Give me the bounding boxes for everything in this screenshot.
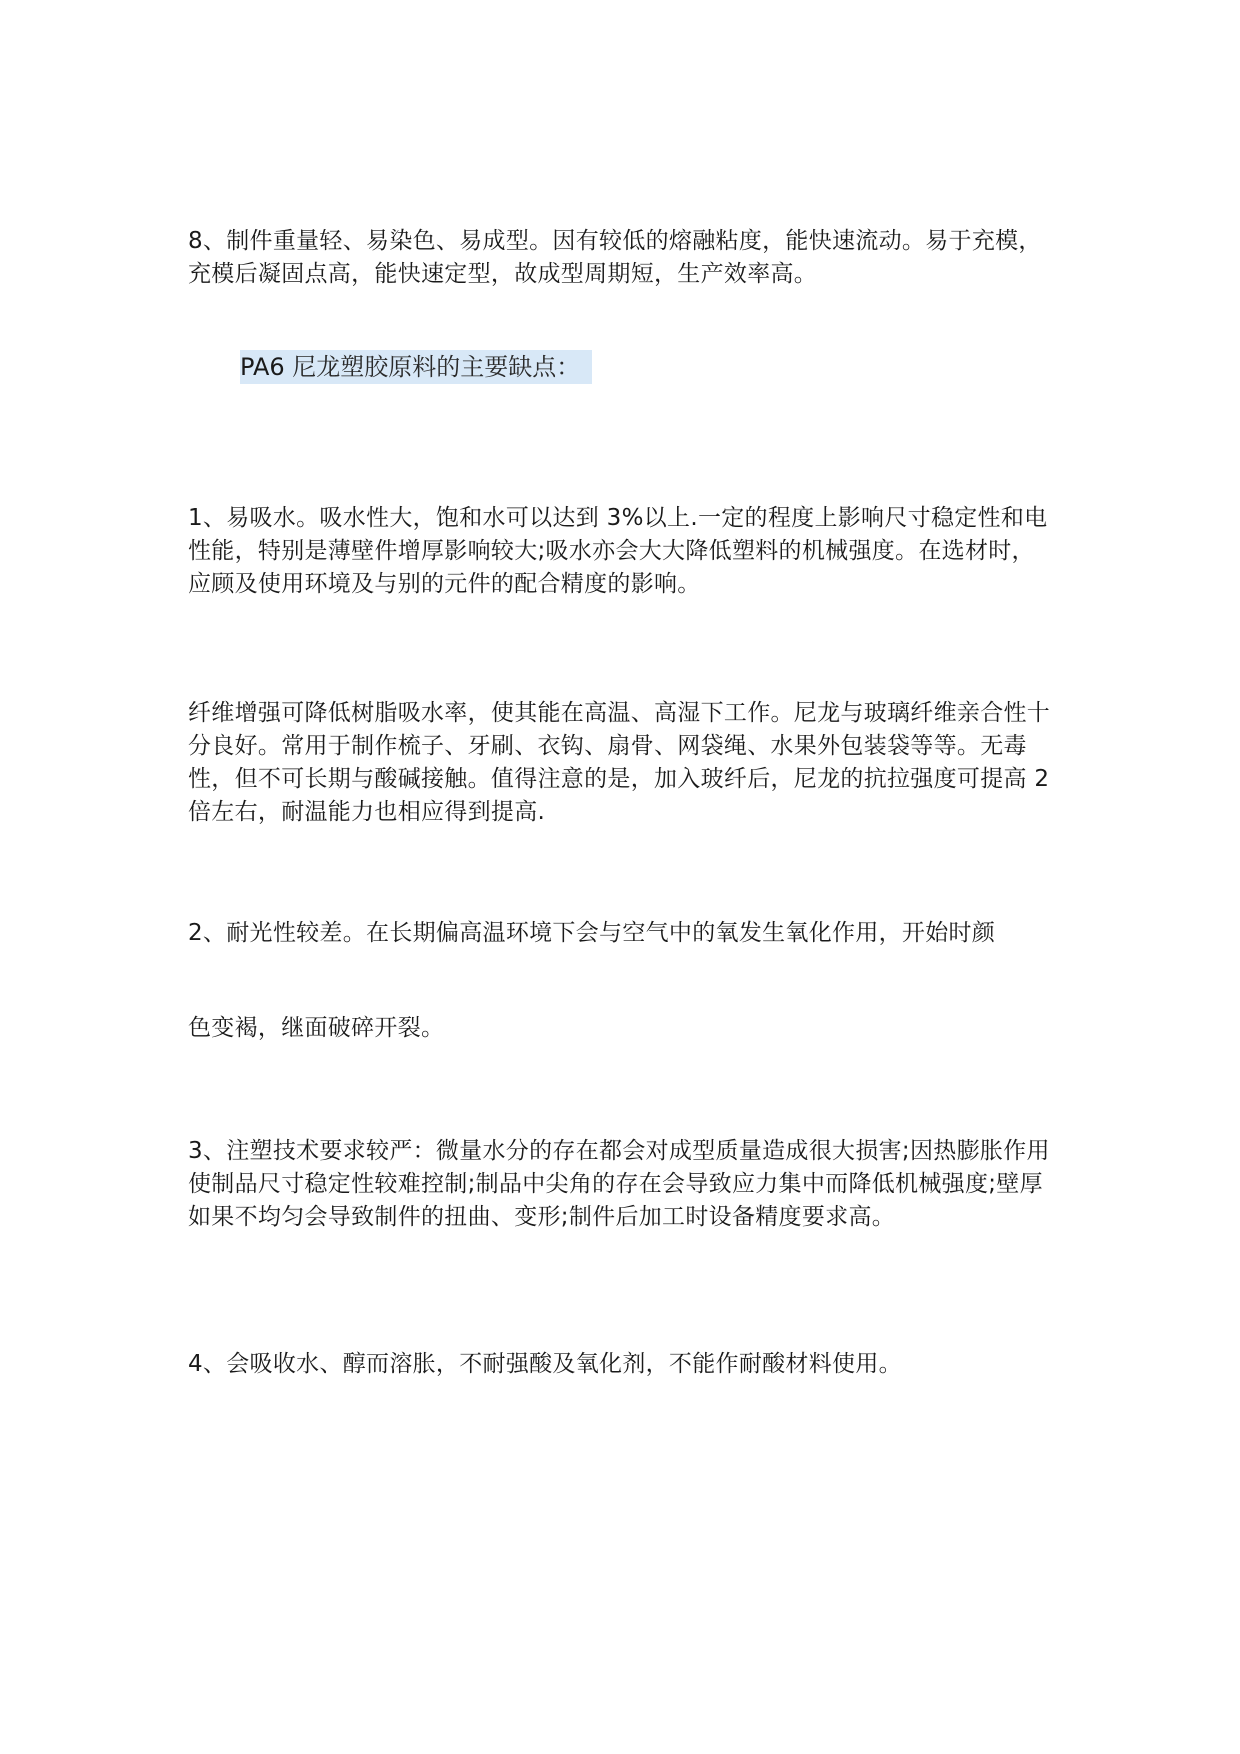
paragraph-item-1: 1、易吸水。吸水性大，饱和水可以达到 3%以上.一定的程度上影响尺寸稳定性和电性能，特别是薄壁件增厚影响较大;吸水亦会大大降低塑料的机械强度。在选材时，应顾及使用环境及与别的元件的配合精度的影响。 (188, 505, 1048, 597)
section-heading (240, 350, 592, 384)
heading-text: 尼龙塑胶原料的主要缺点： (284, 353, 581, 381)
paragraph-fiber-reinforcement: 纤维增强可降低树脂吸水率，使其能在高温、高湿下工作。尼龙与玻璃纤维亲合性十分良好。常用于制作梳子、牙刷、衣钩、扇骨、网袋绳、水果外包装袋等等。无毒性，但不可长期与酸碱接触。值得注意的是，加入玻纤后，尼龙的抗拉强度可提高 2 倍左右，耐温能力也相应得到提高. (188, 700, 1051, 825)
paragraph-item-8: 8、制件重量轻、易染色、易成型。因有较低的熔融粘度，能快速流动。易于充模，充模后凝固点高，能快速定型，故成型周期短，生产效率高。 (188, 228, 1042, 287)
paragraph-item-3: 3、注塑技术要求较严：微量水分的存在都会对成型质量造成很大损害;因热膨胀作用使制品尺寸稳定性较难控制;制品中尖角的存在会导致应力集中而降低机械强度;壁厚如果不均匀会导致制件的扭曲、变形;制件后加工时设备精度要求高。 (188, 1138, 1050, 1230)
heading-prefix: PA6 (240, 353, 285, 381)
paragraph-item-4: 4、会吸收水、醇而溶胀，不耐强酸及氧化剂，不能作耐酸材料使用。 (188, 1351, 902, 1377)
paragraph-item-2-continued: 色变褐，继面破碎开裂。 (188, 1015, 445, 1041)
paragraph-item-2: 2、耐光性较差。在长期偏高温环境下会与空气中的氧发生氧化作用，开始时颜 (188, 920, 996, 946)
